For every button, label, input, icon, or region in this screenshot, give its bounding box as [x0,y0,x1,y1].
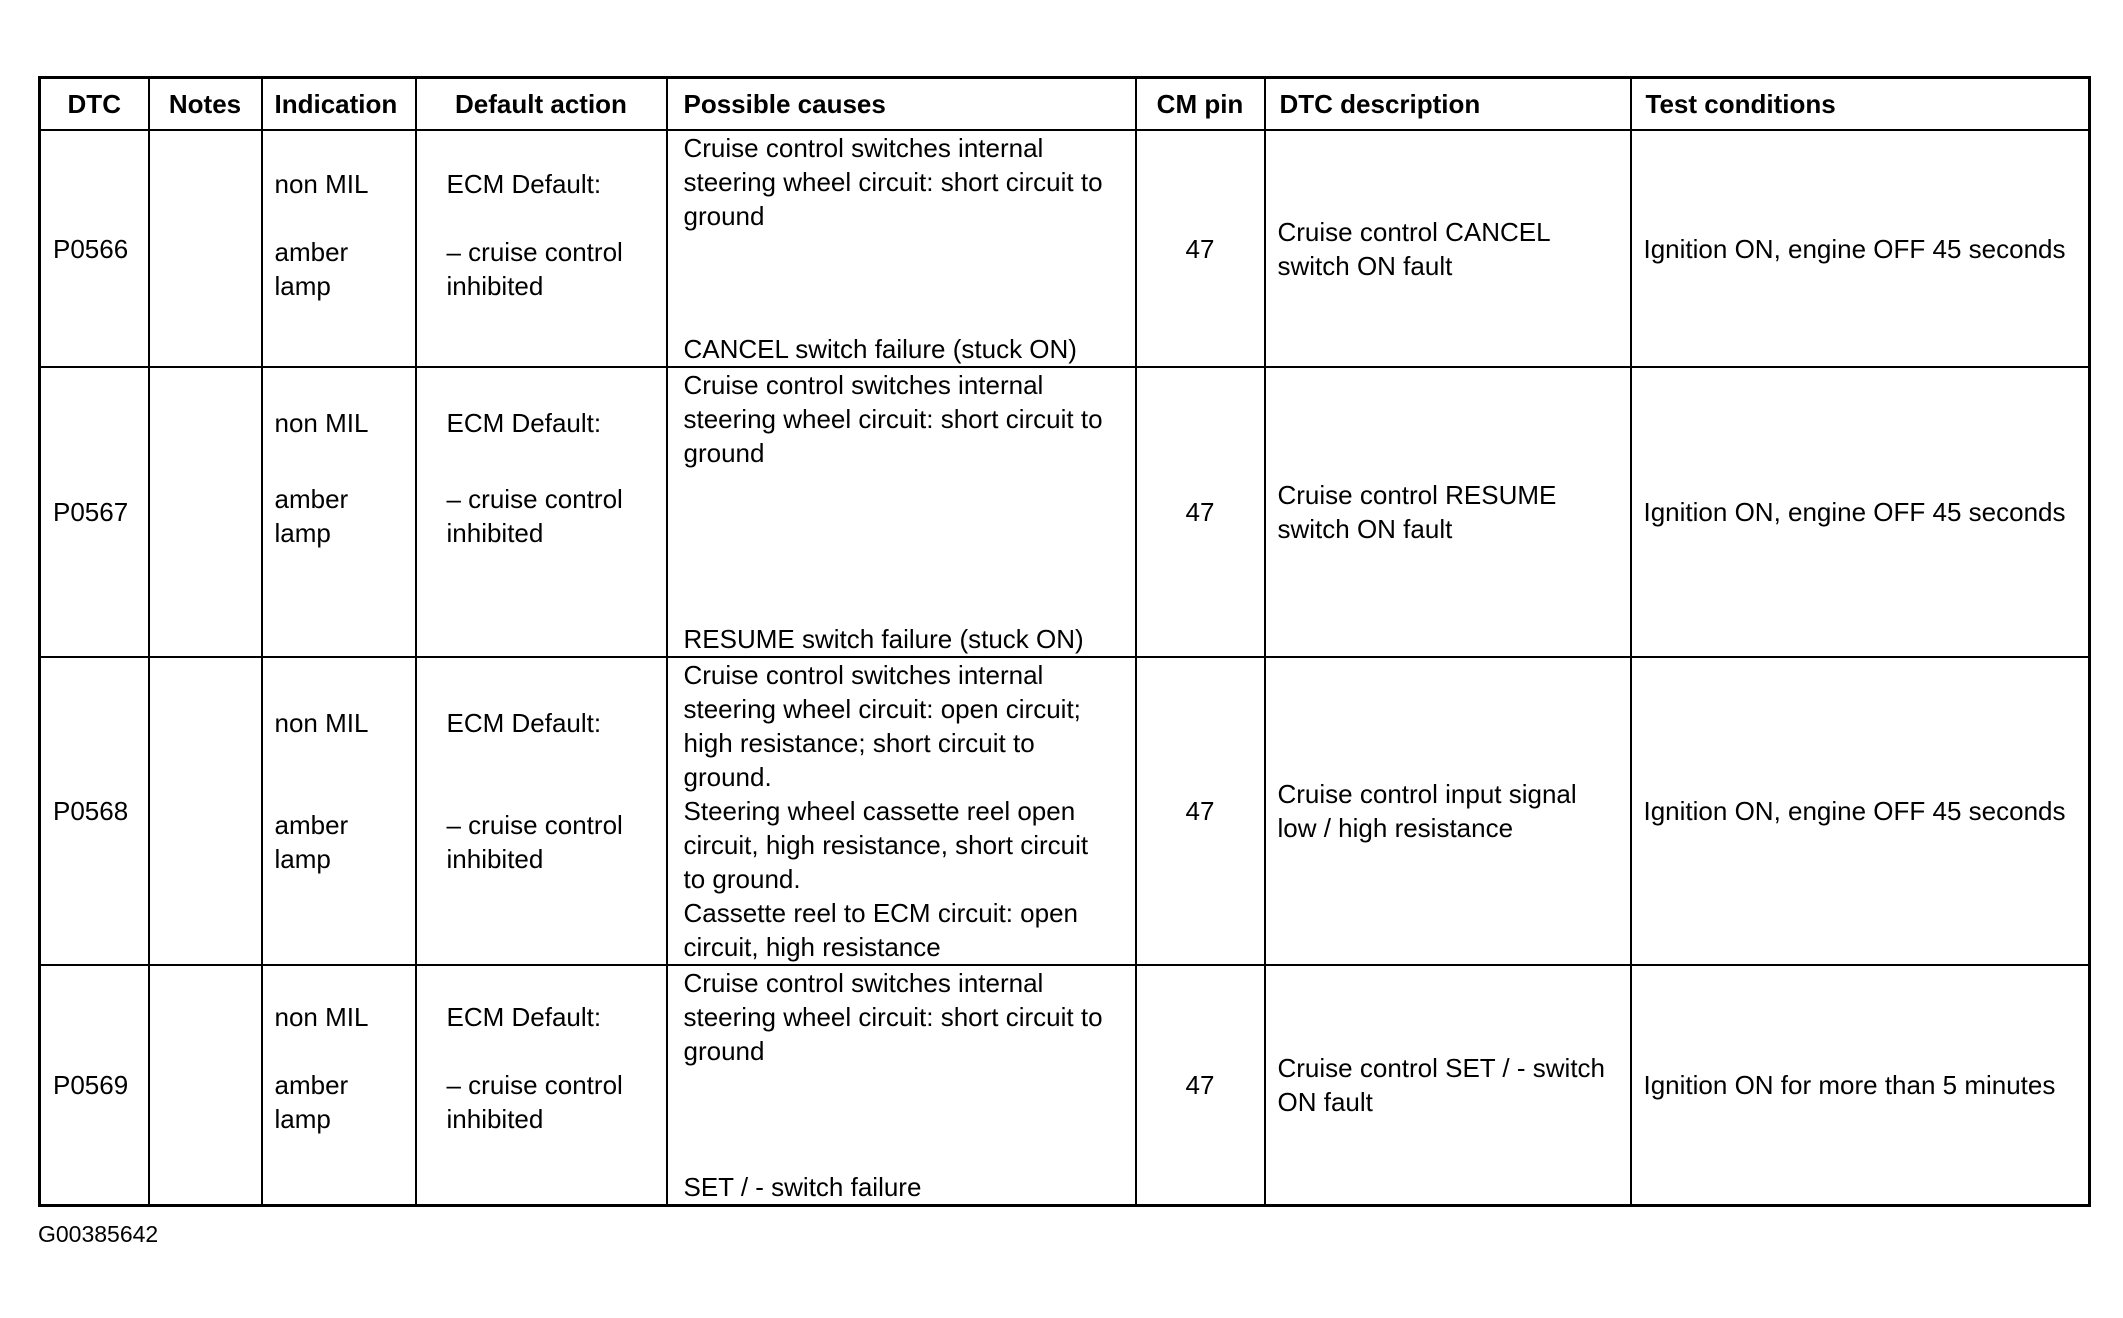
cause-line: steering wheel circuit: short circuit to [683,167,1103,197]
test-conditions: Ignition ON for more than 5 minutes [1631,965,2090,1205]
header-possible-causes: Possible causes [667,78,1136,131]
notes-cell [149,130,262,367]
header-notes: Notes [149,78,262,131]
header-default-action: Default action [416,78,667,131]
dtc-description-cell [1265,130,1631,367]
default-action-line: inhibited [446,1104,544,1135]
indication-line: non MIL [274,408,369,439]
header-test-conditions: Test conditions [1631,78,2090,131]
possible-causes-cell [667,965,1136,1205]
indication-line: non MIL [274,708,369,739]
header-dtc: DTC [40,78,149,131]
default-action-line: ECM Default: [446,169,602,199]
cause-line: steering wheel circuit: open circuit; [683,694,1081,725]
default-action-line: inhibited [446,518,544,549]
default-action-line: – cruise control [446,810,623,841]
indication-line: amber [274,484,349,515]
indication-cell [262,130,416,367]
header-indication: Indication [262,78,416,131]
cm-pin: 47 [1136,965,1265,1205]
table-row [40,965,2090,1205]
cause-line: steering wheel circuit: short circuit to [683,404,1103,435]
default-action-cell [416,367,667,657]
dtc-code: P0567 [40,367,149,657]
cause-line: circuit, high resistance [683,932,941,963]
table-row [40,657,2090,965]
indication-cell [262,367,416,657]
cm-pin: 47 [1136,130,1265,367]
description-line: low / high resistance [1277,813,1514,844]
cause-line: ground [683,438,765,469]
cause-line: high resistance; short circuit to [683,728,1035,759]
table-header-row [40,78,2090,131]
cause-line: Cruise control switches internal [683,968,1044,999]
cause-line: Steering wheel cassette reel open [683,796,1076,827]
header-dtc-description: DTC description [1265,78,1631,131]
cm-pin: 47 [1136,657,1265,965]
cm-pin: 47 [1136,367,1265,657]
cause-line: Cruise control switches internal [683,133,1044,163]
cause-failure: CANCEL switch failure (stuck ON) [683,334,1077,365]
indication-cell [262,657,416,965]
description-line: Cruise control SET / - switch [1277,1053,1606,1084]
possible-causes-cell [667,657,1136,965]
default-action-cell [416,657,667,965]
default-action-line: ECM Default: [446,708,602,739]
cause-line: Cruise control switches internal [683,370,1044,401]
figure-id: G00385642 [38,1221,159,1247]
possible-causes-cell [667,367,1136,657]
default-action-line: inhibited [446,271,544,301]
cause-failure: RESUME switch failure (stuck ON) [683,624,1084,655]
description-line: Cruise control CANCEL [1277,216,1551,247]
cause-line: ground. [683,762,772,793]
indication-line: non MIL [274,169,369,199]
dtc-description-cell [1265,367,1631,657]
default-action-line: – cruise control [446,1070,623,1101]
dtc-code: P0566 [40,130,149,367]
cause-line: circuit, high resistance, short circuit [683,830,1089,861]
notes-cell [149,657,262,965]
default-action-line: – cruise control [446,237,623,267]
description-line: switch ON fault [1277,250,1453,281]
description-line: ON fault [1277,1087,1373,1118]
default-action-line: ECM Default: [446,408,602,439]
default-action-line: – cruise control [446,484,623,515]
possible-causes-cell [667,130,1136,367]
notes-cell [149,965,262,1205]
cause-line: to ground. [683,864,801,895]
cause-line: ground [683,1036,765,1067]
indication-line: lamp [274,518,331,549]
dtc-description-cell [1265,657,1631,965]
test-conditions: Ignition ON, engine OFF 45 seconds [1631,367,2090,657]
default-action-line: ECM Default: [446,1002,602,1033]
description-line: Cruise control RESUME [1277,480,1557,511]
table-row [40,367,2090,657]
indication-line: lamp [274,1104,331,1135]
indication-line: amber [274,1070,349,1101]
notes-cell [149,367,262,657]
default-action-cell [416,130,667,367]
test-conditions: Ignition ON, engine OFF 45 seconds [1631,657,2090,965]
default-action-cell [416,965,667,1205]
indication-cell [262,965,416,1205]
cause-failure: SET / - switch failure [683,1172,922,1202]
dtc-code: P0569 [40,965,149,1205]
cause-line: ground [683,201,765,231]
default-action-line: inhibited [446,844,544,875]
cause-line: steering wheel circuit: short circuit to [683,1002,1103,1033]
dtc-table [38,76,2091,1207]
description-line: Cruise control input signal [1277,779,1577,810]
dtc-description-cell [1265,965,1631,1205]
indication-line: non MIL [274,1002,369,1033]
header-cm-pin: CM pin [1136,78,1265,131]
indication-line: amber [274,237,349,267]
cause-line: Cruise control switches internal [683,660,1044,691]
table-row [40,130,2090,367]
description-line: switch ON fault [1277,514,1453,545]
cause-line: Cassette reel to ECM circuit: open [683,898,1078,929]
dtc-code: P0568 [40,657,149,965]
indication-line: amber [274,810,349,841]
indication-line: lamp [274,844,331,875]
test-conditions: Ignition ON, engine OFF 45 seconds [1631,130,2090,367]
indication-line: lamp [274,271,331,301]
